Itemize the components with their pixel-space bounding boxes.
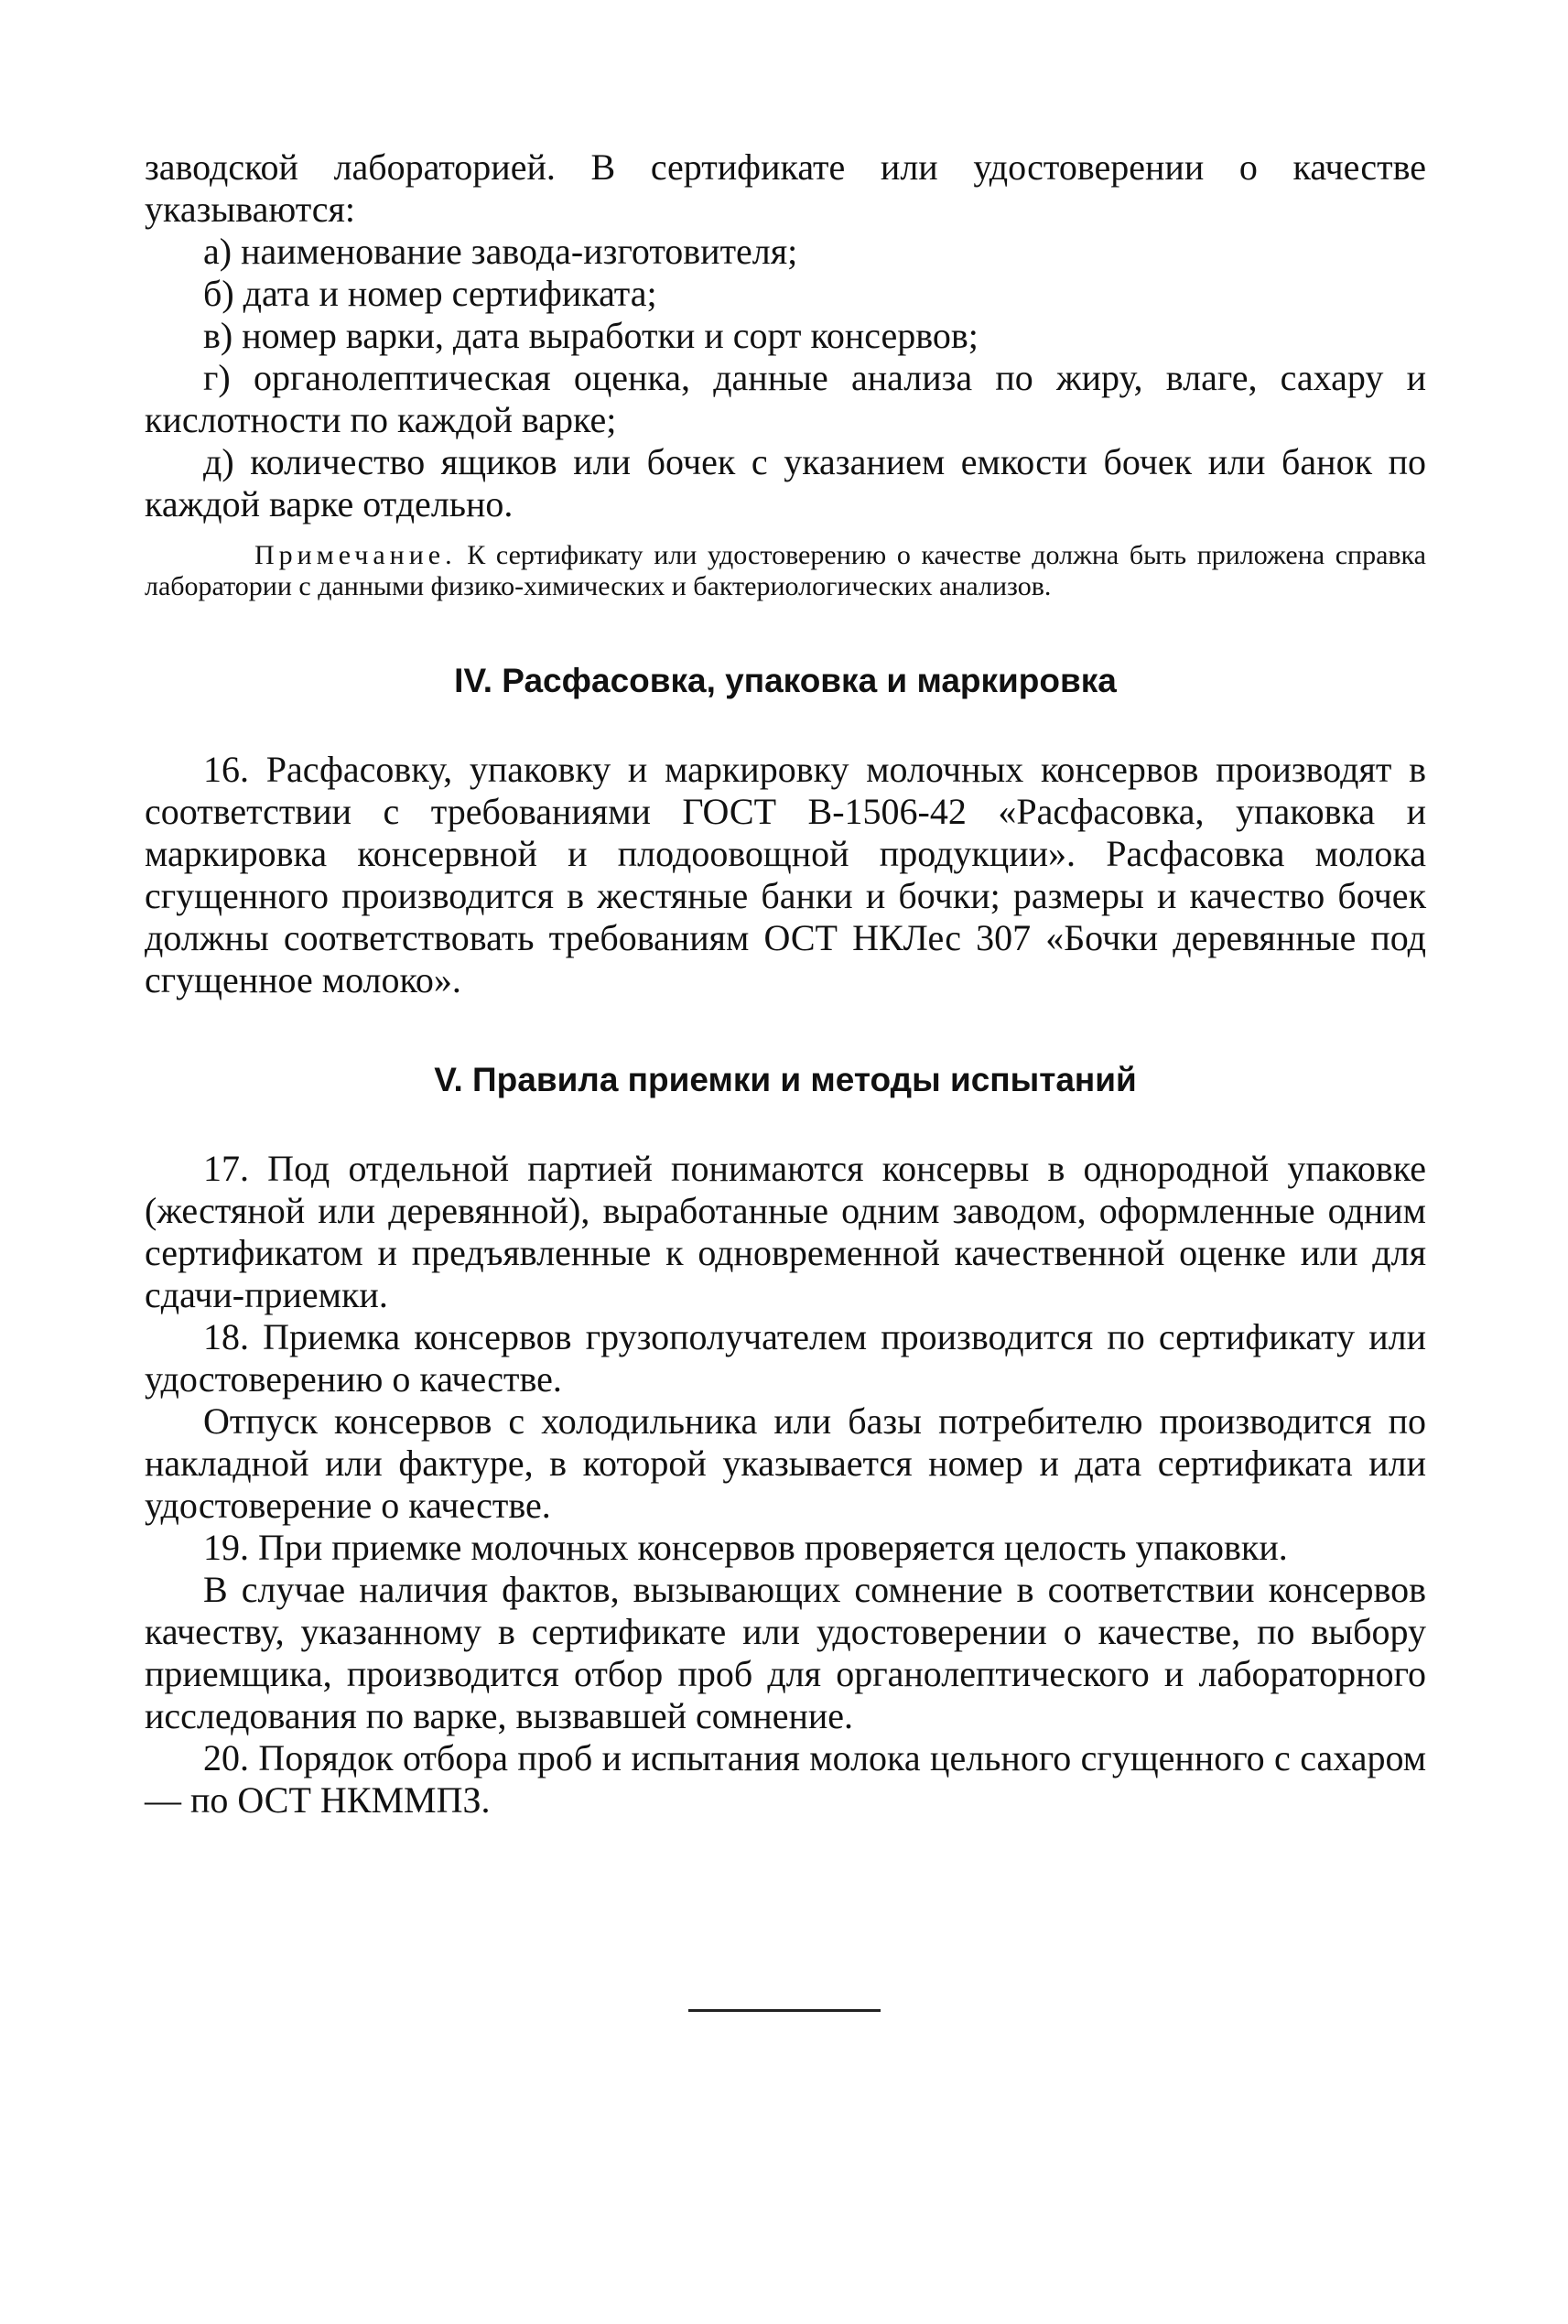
list-item: д) количество ящиков или бочек с указанием емкости бочек или банок по каждой варке отдельно. bbox=[145, 441, 1426, 524]
paragraph-16: 16. Расфасовку, упаковку и маркировку молочных консервов производят в соответствии с требованиями ГОСТ В-1506-42 «Расфасовка, упаковка и маркировка консервной и плодоовощной продукции». Расфасовка молока сгущенного производится в жестяные банки и бочки; размеры и качество бочек должны соответствовать требованиям ОСТ НКЛес 307 «Бочки деревянные под сгущенное молоко». bbox=[145, 749, 1426, 1000]
section-heading-iv: IV. Расфасовка, упаковка и маркировка bbox=[454, 662, 1117, 699]
list-item: б) дата и номер сертификата; bbox=[203, 273, 657, 314]
section-heading-v: V. Правила приемки и методы испытаний bbox=[434, 1061, 1137, 1098]
paragraph-19: 19. При приемке молочных консервов проверяется целость упаковки. bbox=[203, 1527, 1288, 1568]
document-page bbox=[145, 146, 1426, 1821]
list-item: а) наименование завода-изготовителя; bbox=[203, 231, 798, 272]
note bbox=[145, 540, 1426, 602]
list-item: г) органолептическая оценка, данные анализа по жиру, влаге, сахару и кислотности по каждой варке; bbox=[145, 357, 1426, 440]
end-divider bbox=[688, 2009, 881, 2012]
paragraph-20: 20. Порядок отбора проб и испытания молока цельного сгущенного с сахаром — по ОСТ НКММПЗ. bbox=[145, 1737, 1426, 1821]
intro-paragraph: заводской лабораторией. В сертификате или удостоверении о качестве указываются: bbox=[145, 146, 1426, 230]
note-label: Примечание. bbox=[254, 540, 457, 570]
paragraph-17: 17. Под отдельной партией понимаются консервы в однородной упаковке (жестяной или деревянной), выработанные одним заводом, оформленные одним сертификатом и предъявленные к одновременной качественной оценке или для сдачи-приемки. bbox=[145, 1148, 1426, 1315]
note-text: К сертификату или удостоверению о качестве должна быть приложена справка лаборатории с данными физико-химических и бактериологических анализов. bbox=[145, 540, 1426, 601]
certificate-contents-list bbox=[145, 231, 1426, 525]
paragraph-doubt: В случае наличия фактов, вызывающих сомнение в соответствии консервов качеству, указанному в сертификате или удостоверении о качестве, по выбору приемщика, производится отбор проб для органолептического и лабораторного исследования по варке, вызвавшей сомнение. bbox=[145, 1569, 1426, 1736]
list-item: в) номер варки, дата выработки и сорт консервов; bbox=[203, 315, 979, 356]
paragraph-release: Отпуск консервов с холодильника или базы потребителю производится по накладной или фактуре, в которой указывается номер и дата сертификата или удостоверение о качестве. bbox=[145, 1400, 1426, 1526]
paragraph-18: 18. Приемка консервов грузополучателем производится по сертификату или удостоверению о качестве. bbox=[145, 1316, 1426, 1400]
